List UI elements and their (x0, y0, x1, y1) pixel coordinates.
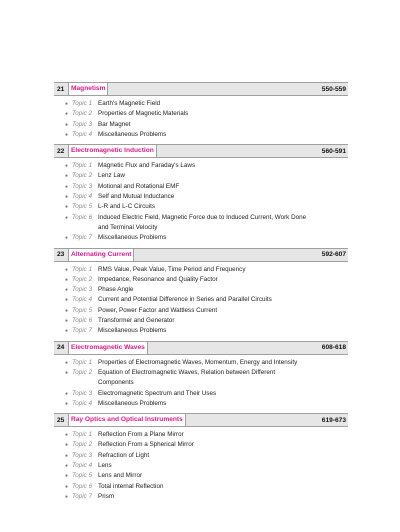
topic-number: Topic 5 (72, 472, 93, 480)
topic-number: Topic 4 (72, 462, 93, 470)
topic-name: Refraction of Light (98, 451, 150, 459)
topic-name: Current and Potential Difference in Series and Parallel Circuits (98, 296, 272, 304)
topic-number: Topic 4 (72, 399, 93, 407)
topic-number: Topic 3 (72, 286, 93, 294)
chapter-block (54, 341, 348, 409)
topic-number: Topic 1 (72, 100, 93, 107)
topic-number: Topic 3 (72, 451, 93, 459)
topic-name: Self and Mutual Inductance (98, 193, 175, 201)
bullet-icon: ● (65, 318, 69, 325)
topic-name: Magnetic Flux and Faraday's Laws (98, 162, 196, 170)
topic-name: Miscellaneous Problems (98, 234, 167, 242)
bullet-icon: ● (65, 493, 69, 500)
topic-item[interactable] (54, 120, 348, 130)
bullet-icon: ● (65, 101, 69, 107)
topic-item[interactable] (54, 471, 348, 481)
chapter-page-range: 619-673 (321, 416, 346, 424)
bullet-icon: ● (65, 359, 69, 366)
topic-name: Properties of Magnetic Materials (98, 110, 189, 118)
topic-item[interactable] (54, 265, 348, 275)
chapter-page-range: 608-618 (321, 344, 346, 352)
topic-name: Electromagnetic Spectrum and Their Uses (98, 389, 217, 397)
chapter-block (54, 144, 348, 243)
chapter-list (54, 82, 348, 506)
topic-number: Topic 1 (72, 358, 93, 366)
topic-number: Topic 2 (72, 172, 93, 180)
topic-item[interactable] (54, 182, 348, 192)
bullet-icon: ● (65, 163, 69, 170)
chapter-header[interactable] (54, 248, 348, 262)
topic-number: Topic 4 (72, 296, 93, 304)
topic-name: L-R and L-C Circuits (98, 203, 156, 211)
chapter-header[interactable] (54, 144, 348, 158)
topic-number: Topic 1 (72, 265, 93, 273)
topic-item[interactable] (54, 306, 348, 316)
topic-number: Topic 1 (72, 162, 93, 170)
chapter-title[interactable]: Magnetism (68, 83, 108, 95)
topic-item[interactable] (54, 451, 348, 461)
topic-name: Reflection From a Spherical Mirror (98, 441, 194, 449)
topic-number: Topic 6 (72, 317, 93, 325)
topic-item[interactable] (54, 326, 348, 336)
bullet-icon: ● (65, 287, 69, 294)
chapter-header[interactable] (54, 413, 348, 427)
topic-name: Miscellaneous Problems (98, 327, 167, 335)
topic-item[interactable] (54, 399, 348, 409)
topic-name: Miscellaneous Problems (98, 130, 167, 138)
chapter-number: 24 (57, 344, 65, 352)
chapter-title[interactable]: Electromagnetic Induction (68, 145, 157, 157)
topic-number: Topic 4 (72, 130, 93, 138)
chapter-page-range: 560-591 (321, 147, 346, 155)
bullet-icon: ● (65, 235, 69, 242)
topic-item[interactable] (54, 171, 348, 181)
bullet-icon: ● (65, 328, 69, 335)
chapter-number: 22 (57, 147, 65, 155)
bullet-icon: ● (65, 473, 69, 480)
topic-item[interactable] (54, 213, 348, 234)
topic-name: RMS Value, Peak Value, Time Period and Frequency (98, 265, 246, 273)
topic-number: Topic 1 (72, 431, 93, 439)
topic-item[interactable] (54, 492, 348, 502)
chapter-title[interactable]: Ray Optics and Optical Instruments (68, 414, 186, 426)
topic-name: Total internal Reflection (98, 482, 164, 490)
chapter-title[interactable]: Electromagnetic Waves (68, 342, 148, 354)
topic-name: Impedance, Resonance and Quality Factor (98, 275, 218, 283)
topic-name: Prism (98, 492, 115, 500)
topic-name: Miscellaneous Problems (98, 399, 167, 407)
topic-name: Equation of Electromagnetic Waves, Relation between Different Components (98, 368, 276, 387)
bullet-icon: ● (65, 400, 69, 407)
topic-name: Earth's Magnetic Field (98, 100, 161, 107)
topic-number: Topic 7 (72, 234, 93, 242)
topic-number: Topic 2 (72, 441, 93, 449)
topic-number: Topic 5 (72, 203, 93, 211)
topic-name: Induced Electric Field, Magnetic Force due to Induced Current, Work Done and Terminal Velocity (98, 213, 307, 231)
bullet-icon: ● (65, 442, 69, 449)
topic-item[interactable] (54, 233, 348, 243)
topic-number: Topic 6 (72, 482, 93, 490)
chapter-number: 23 (57, 251, 65, 259)
topic-number: Topic 7 (72, 492, 93, 500)
bullet-icon: ● (65, 183, 69, 190)
topic-item[interactable] (54, 430, 348, 440)
topic-item[interactable] (54, 161, 348, 171)
chapter-number: 21 (57, 85, 65, 93)
topic-number: Topic 5 (72, 306, 93, 314)
bullet-icon: ● (65, 173, 69, 180)
bullet-icon: ● (65, 194, 69, 201)
bullet-icon: ● (65, 121, 69, 128)
topic-item[interactable] (54, 358, 348, 368)
bullet-icon: ● (65, 369, 69, 376)
topic-number: Topic 2 (72, 275, 93, 283)
topic-number: Topic 2 (72, 368, 93, 376)
topic-item[interactable] (54, 368, 348, 389)
bullet-icon: ● (65, 432, 69, 439)
chapter-number: 25 (57, 416, 65, 424)
chapter-page-range: 592-607 (321, 251, 346, 259)
topic-number: Topic 3 (72, 182, 93, 190)
topic-name: Motional and Rotational EMF (98, 182, 180, 190)
bullet-icon: ● (65, 204, 69, 211)
topic-number: Topic 6 (72, 213, 93, 221)
topic-name: Lens and Mirror (98, 472, 143, 480)
topic-number: Topic 3 (72, 389, 93, 397)
topic-name: Lens (98, 462, 112, 470)
chapter-header[interactable] (54, 82, 348, 96)
topic-item[interactable] (54, 109, 348, 119)
bullet-icon: ● (65, 307, 69, 314)
chapter-block (54, 82, 348, 140)
topic-number: Topic 2 (72, 110, 93, 118)
topic-item[interactable] (54, 130, 348, 140)
bullet-icon: ● (65, 111, 69, 118)
topic-item[interactable] (54, 440, 348, 450)
topic-item[interactable] (54, 295, 348, 305)
topic-number: Topic 3 (72, 120, 93, 128)
topic-item[interactable] (54, 461, 348, 471)
topic-item[interactable] (54, 202, 348, 212)
chapter-page-range: 550-559 (321, 85, 346, 93)
topic-name: Phase Angle (98, 286, 134, 294)
bullet-icon: ● (65, 266, 69, 273)
topic-item[interactable] (54, 275, 348, 285)
topic-name: Lenz Law (98, 172, 125, 180)
bullet-icon: ● (65, 483, 69, 490)
bullet-icon: ● (65, 390, 69, 397)
topic-item[interactable] (54, 389, 348, 399)
topic-item[interactable] (54, 192, 348, 202)
topic-item[interactable] (54, 316, 348, 326)
chapter-block (54, 413, 348, 502)
topic-name: Properties of Electromagnetic Waves, Momentum, Energy and Intensity (98, 358, 298, 366)
topic-number: Topic 7 (72, 327, 93, 335)
bullet-icon: ● (65, 276, 69, 283)
topic-name: Power, Power Factor and Wattless Current (98, 306, 218, 314)
bullet-icon: ● (65, 131, 69, 138)
bullet-icon: ● (65, 214, 69, 221)
bullet-icon: ● (65, 452, 69, 459)
topic-item[interactable] (54, 285, 348, 295)
chapter-title[interactable]: Alternating Current (68, 249, 134, 261)
topic-item[interactable] (54, 99, 348, 109)
topic-name: Reflection From a Plane Mirror (98, 431, 184, 439)
topic-item[interactable] (54, 482, 348, 492)
bullet-icon: ● (65, 463, 69, 470)
chapter-header[interactable] (54, 341, 348, 355)
bullet-icon: ● (65, 297, 69, 304)
topic-number: Topic 4 (72, 193, 93, 201)
chapter-block (54, 248, 348, 337)
topic-name: Transformer and Generator (98, 317, 175, 325)
topic-name: Bar Magnet (98, 120, 131, 128)
